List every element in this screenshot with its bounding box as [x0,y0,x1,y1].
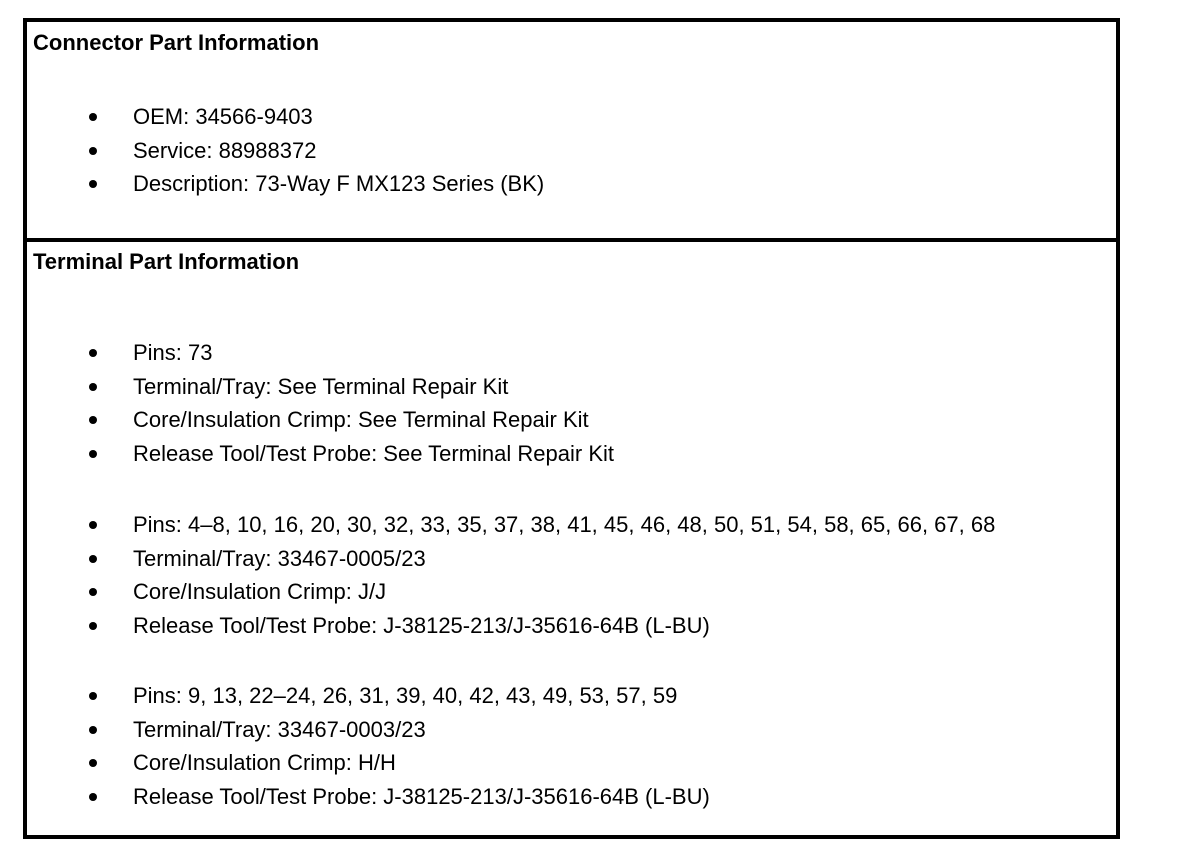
bullet-icon [89,793,97,801]
bullet-icon [89,622,97,630]
release-tool-value: Release Tool/Test Probe: J-38125-213/J-35616-64B (L-BU) [133,783,710,809]
terminal-section-title: Terminal Part Information [33,249,300,274]
bullet-icon [89,759,97,767]
bullet-icon [89,383,97,391]
terminal-tray-value: Terminal/Tray: 33467-0003/23 [133,716,426,742]
connector-section-title: Connector Part Information [33,30,320,55]
bullet-icon [89,113,97,121]
bullet-icon [89,588,97,596]
connector-part-section [27,22,1116,238]
bullet-icon [89,349,97,357]
bullet-icon [89,450,97,458]
oem-number: OEM: 34566-9403 [133,104,313,129]
pins-value: Pins: 73 [133,340,213,365]
bullet-icon [89,692,97,700]
crimp-value: Core/Insulation Crimp: J/J [133,579,387,604]
connector-description: Description: 73-Way F MX123 Series (BK) [133,171,545,196]
crimp-value: Core/Insulation Crimp: H/H [133,750,396,775]
crimp-value: Core/Insulation Crimp: See Terminal Repair Kit [133,407,589,432]
pins-value: Pins: 4–8, 10, 16, 20, 30, 32, 33, 35, 37, 38, 41, 45, 46, 48, 50, 51, 54, 58, 65, 66, 67, 68 [133,512,996,537]
bullet-icon [89,416,97,424]
terminal-tray-value: Terminal/Tray: See Terminal Repair Kit [133,373,509,399]
bullet-icon [89,147,97,155]
release-tool-value: Release Tool/Test Probe: See Terminal Repair Kit [133,440,614,466]
bullet-icon [89,180,97,188]
bullet-icon [89,521,97,529]
bullet-icon [89,555,97,563]
service-number: Service: 88988372 [133,137,317,163]
terminal-tray-value: Terminal/Tray: 33467-0005/23 [133,545,426,571]
bullet-icon [89,726,97,734]
pins-value: Pins: 9, 13, 22–24, 26, 31, 39, 40, 42, 43, 49, 53, 57, 59 [133,683,678,708]
release-tool-value: Release Tool/Test Probe: J-38125-213/J-35616-64B (L-BU) [133,612,710,638]
terminal-part-section [27,242,1116,835]
part-info-table [23,18,1120,839]
